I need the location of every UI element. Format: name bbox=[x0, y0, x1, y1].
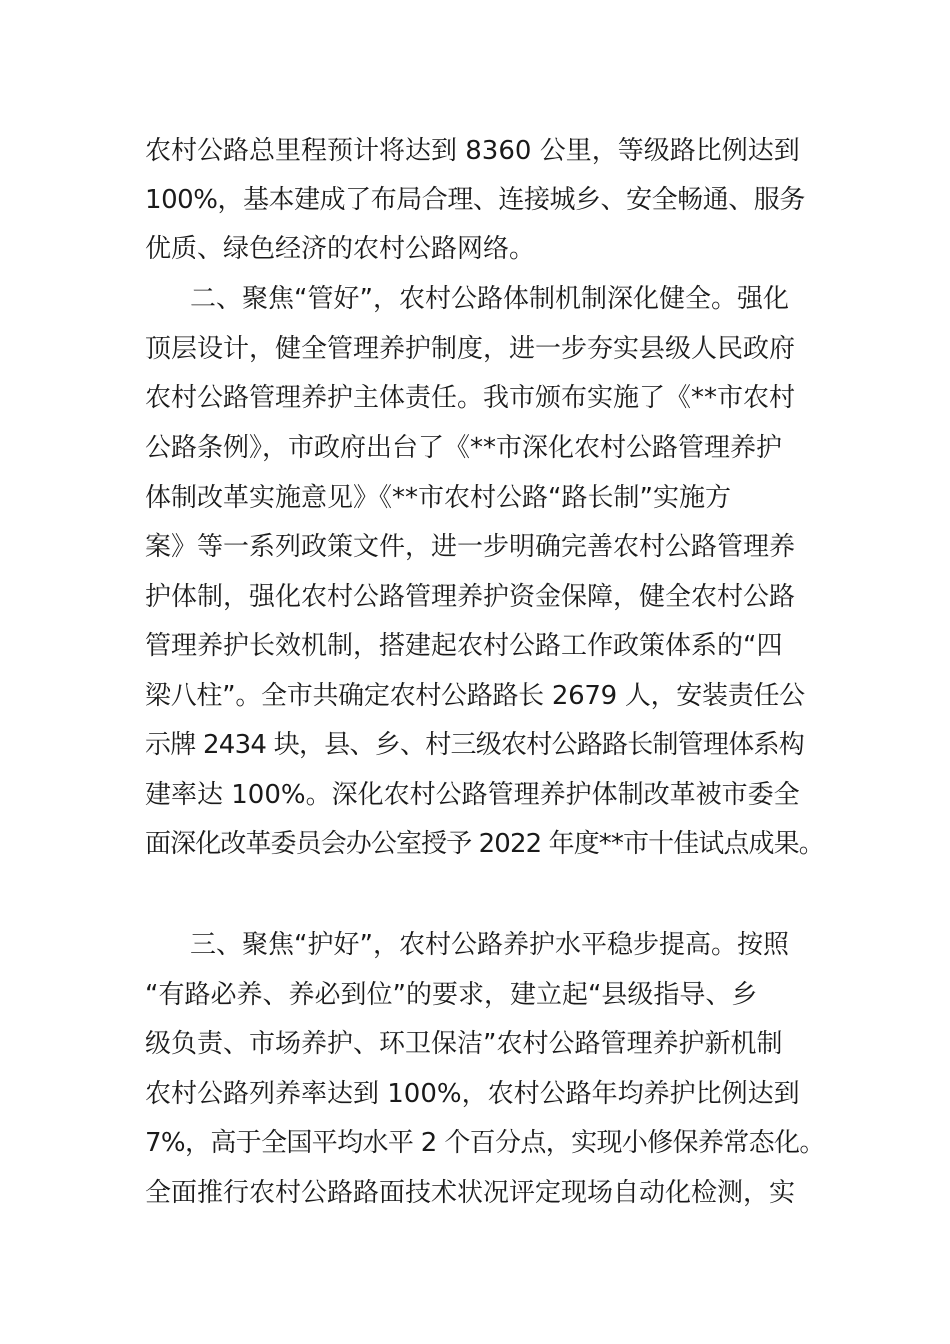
text-line: 二、聚焦“管好”，农村公路体制机制深化健全。强化 bbox=[190, 284, 789, 314]
text-line: 100%，基本建成了布局合理、连接城乡、安全畅通、服务 bbox=[145, 185, 805, 215]
text-line: 案》等一系列政策文件，进一步明确完善农村公路管理养 bbox=[145, 532, 796, 562]
text-line: 三、聚焦“护好”，农村公路养护水平稳步提高。按照 bbox=[190, 930, 789, 960]
text-line: 公路条例》，市政府出台了《**市深化农村公路管理养护 bbox=[145, 433, 783, 463]
text-line: 梁八柱”。全市共确定农村公路路长 2679 人，安装责任公 bbox=[145, 681, 805, 711]
text-line: 顶层设计，健全管理养护制度，进一步夯实县级人民政府 bbox=[145, 334, 796, 364]
text-line: 全面推行农村公路路面技术状况评定现场自动化检测，实 bbox=[145, 1178, 796, 1208]
text-line: 示牌 2434 块，县、乡、村三级农村公路路长制管理体系构 bbox=[145, 730, 804, 760]
text-line: 农村公路列养率达到 100%，农村公路年均养护比例达到 bbox=[145, 1079, 800, 1109]
text-line: 级负责、市场养护、环卫保洁”农村公路管理养护新机制 bbox=[145, 1029, 783, 1059]
text-line: 农村公路总里程预计将达到 8360 公里，等级路比例达到 bbox=[145, 136, 800, 166]
text-line: 护体制，强化农村公路管理养护资金保障，健全农村公路 bbox=[145, 582, 796, 612]
text-line: 7%，高于全国平均水平 2 个百分点，实现小修保养常态化。 bbox=[145, 1128, 825, 1158]
text-line: 体制改革实施意见》《**市农村公路“路长制”实施方 bbox=[145, 483, 731, 513]
text-line: 农村公路管理养护主体责任。我市颁布实施了《**市农村 bbox=[145, 383, 796, 413]
text-line: 优质、绿色经济的农村公路网络。 bbox=[145, 234, 536, 264]
text-line: “有路必养、养必到位”的要求，建立起“县级指导、乡 bbox=[145, 980, 758, 1010]
text-line: 管理养护长效机制，搭建起农村公路工作政策体系的“四 bbox=[145, 631, 783, 661]
text-line: 面深化改革委员会办公室授予 2022 年度**市十佳试点成果。 bbox=[145, 829, 824, 859]
text-line: 建率达 100%。深化农村公路管理养护体制改革被市委全 bbox=[145, 780, 800, 810]
